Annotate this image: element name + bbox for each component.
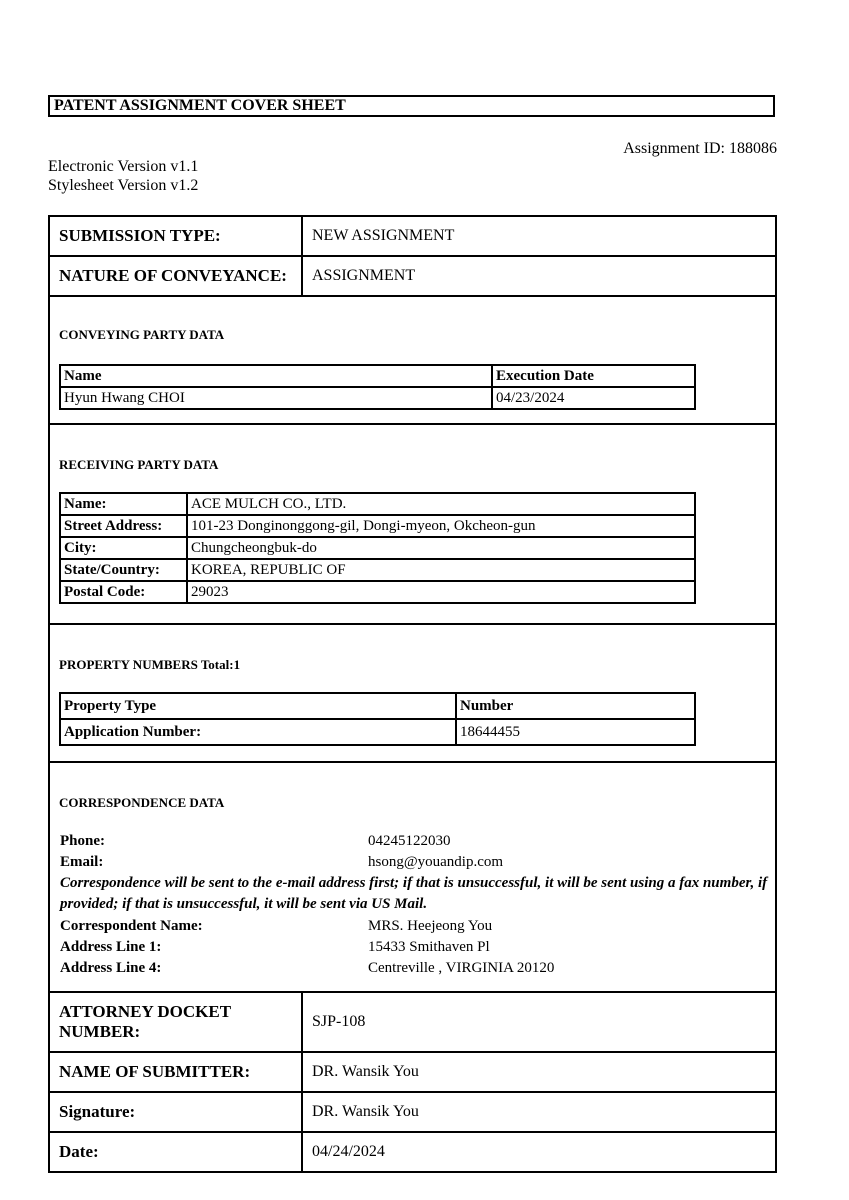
property-numbers-table [59,692,696,746]
attorney-docket-value: SJP-108 [312,1013,366,1030]
attorney-docket-row [50,991,775,1051]
assignment-id: Assignment ID: 188086 [623,140,777,157]
signature-value: DR. Wansik You [312,1103,419,1120]
receiving-party-section [50,423,775,623]
electronic-version: Electronic Version v1.1 [48,158,199,175]
correspondence-section [50,761,775,991]
submission-type-label: SUBMISSION TYPE: [50,217,303,255]
conveying-party-section [50,295,775,423]
phone-value: 04245122030 [368,833,451,849]
receiving-label-city: City: [60,537,187,559]
submitter-value: DR. Wansik You [312,1063,419,1080]
conveyance-label: NATURE OF CONVEYANCE: [50,257,303,295]
date-row [50,1131,775,1171]
correspondent-name-value: MRS. Heejeong You [368,918,493,934]
receiving-party-table [59,492,696,604]
conveying-party-name: Hyun Hwang CHOI [60,387,492,409]
receiving-value-postal: 29023 [187,581,695,603]
submission-type-row [50,215,775,255]
receiving-label-postal: Postal Code: [60,581,187,603]
date-value: 04/24/2024 [312,1143,385,1160]
address-line-4-label: Address Line 4: [60,960,162,976]
submission-type-value: NEW ASSIGNMENT [312,227,455,244]
address-line-1-label: Address Line 1: [60,939,162,955]
execution-date: 04/23/2024 [492,387,695,409]
cover-sheet-form [48,215,777,1173]
table-row [60,493,695,515]
attorney-docket-label: ATTORNEY DOCKET NUMBER: [50,993,303,1051]
header-name: Name [60,365,492,387]
property-type: Application Number: [60,719,456,745]
conveying-party-table [59,364,696,410]
property-numbers-section [50,623,775,761]
conveyance-value: ASSIGNMENT [312,267,416,284]
table-row [60,581,695,603]
email-value: hsong@youandip.com [368,854,504,870]
receiving-label-state: State/Country: [60,559,187,581]
phone-label: Phone: [60,833,105,849]
conveying-party-title: CONVEYING PARTY DATA [59,327,225,342]
header-number: Number [456,693,695,719]
signature-row [50,1091,775,1131]
submitter-label: NAME OF SUBMITTER: [50,1053,303,1091]
table-row [60,559,695,581]
address-line-1-value: 15433 Smithaven Pl [368,939,490,955]
receiving-label-street: Street Address: [60,515,187,537]
receiving-value-city: Chungcheongbuk-do [187,537,695,559]
table-row [60,515,695,537]
submitter-row [50,1051,775,1091]
receiving-label-name: Name: [60,493,187,515]
correspondence-title: CORRESPONDENCE DATA [59,795,225,810]
property-number: 18644455 [456,719,695,745]
correspondence-note: Correspondence will be sent to the e-mail address first; if that is unsuccessful, it will be sent using a fax number, if provided; if that is unsuccessful, it will be sent via US Mail. [60,875,768,912]
page-title: PATENT ASSIGNMENT COVER SHEET [48,95,775,117]
receiving-value-street: 101-23 Donginonggong-gil, Dongi-myeon, Okcheon-gun [187,515,695,537]
receiving-value-state: KOREA, REPUBLIC OF [187,559,695,581]
date-label: Date: [50,1133,303,1171]
signature-label: Signature: [50,1093,303,1131]
receiving-value-name: ACE MULCH CO., LTD. [187,493,695,515]
property-numbers-title: PROPERTY NUMBERS Total:1 [59,657,241,672]
receiving-party-title: RECEIVING PARTY DATA [59,457,219,472]
table-row [60,537,695,559]
stylesheet-version: Stylesheet Version v1.2 [48,177,199,194]
address-line-4-value: Centreville , VIRGINIA 20120 [368,960,555,976]
header-execution-date: Execution Date [492,365,695,387]
header-property-type: Property Type [60,693,456,719]
nature-of-conveyance-row [50,255,775,295]
correspondent-name-label: Correspondent Name: [60,918,203,934]
email-label: Email: [60,854,104,870]
